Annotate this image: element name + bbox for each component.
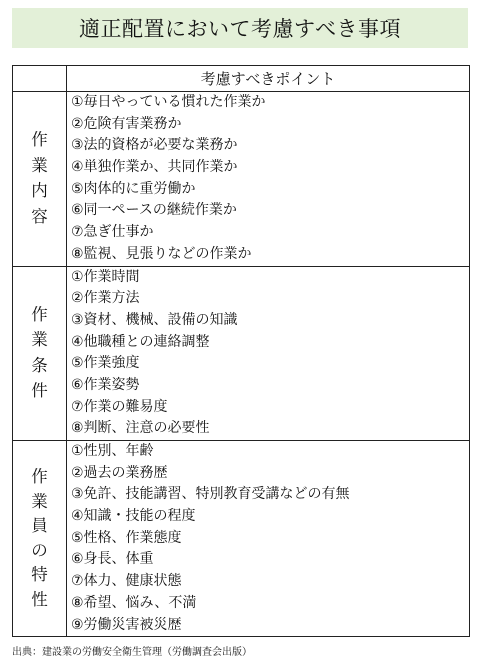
list-item: ①作業時間 <box>71 268 140 285</box>
list-item: ①性別、年齢 <box>71 443 154 459</box>
category-char: 内 <box>31 181 48 201</box>
category-cell <box>13 266 67 441</box>
list-item: ②作業方法 <box>71 290 140 307</box>
list-item: ④知識・技能の程度 <box>71 508 196 525</box>
list-item: ⑥同一ペースの継続作業か <box>71 202 237 219</box>
list-item: ⑧監視、見張りなどの作業か <box>71 245 252 262</box>
list-item: ⑤肉体的に重労働か <box>71 180 196 197</box>
list-item: ⑦作業の難易度 <box>71 398 168 415</box>
page-title-band <box>12 8 468 48</box>
category-char: 作 <box>31 304 48 324</box>
source-citation: 出典：建設業の労働安全衛生管理（労働調査会出版） <box>12 647 252 658</box>
item-list <box>67 441 470 637</box>
category-char: 性 <box>31 589 48 609</box>
category-char: 作 <box>31 130 48 150</box>
category-char: 業 <box>31 155 48 175</box>
list-item: ⑤性格、作業態度 <box>71 529 182 546</box>
category-char: の <box>31 540 48 560</box>
section-work-conditions <box>13 266 470 441</box>
list-item: ⑤作業強度 <box>71 355 140 372</box>
list-item: ③資材、機械、設備の知識 <box>71 311 238 328</box>
list-item: ①毎日やっている慣れた作業か <box>71 94 266 110</box>
list-item: ⑥作業姿勢 <box>71 376 140 393</box>
list-item: ⑦体力、健康状態 <box>71 573 182 590</box>
list-item: ③法的資格が必要な業務か <box>71 137 238 154</box>
category-char: 件 <box>31 381 48 401</box>
list-item: ⑧判断、注意の必要性 <box>71 420 210 437</box>
considerations-table <box>12 65 470 637</box>
category-char: 業 <box>31 330 48 350</box>
list-item: ②過去の業務歴 <box>71 464 168 481</box>
item-list <box>67 266 470 441</box>
header-points-label: 考慮すべきポイント <box>67 66 470 92</box>
item-list <box>67 92 470 267</box>
category-char: 員 <box>31 516 48 536</box>
category-char: 容 <box>31 206 48 226</box>
list-item: ⑧希望、悩み、不満 <box>71 594 197 611</box>
header-category-cell <box>13 66 67 92</box>
list-item: ⑨労働災害被災歴 <box>71 616 182 633</box>
category-cell <box>13 441 67 637</box>
list-item: ③免許、技能講習、特別教育受講などの有無 <box>71 486 350 503</box>
list-item: ⑦急ぎ仕事か <box>71 224 154 241</box>
section-work-content <box>13 92 470 267</box>
category-char: 業 <box>31 491 48 511</box>
category-char: 作 <box>31 467 48 487</box>
category-char: 条 <box>31 355 48 375</box>
page-title: 適正配置において考慮すべき事項 <box>78 17 402 41</box>
list-item: ④他職種との連絡調整 <box>71 333 210 350</box>
section-worker-traits <box>13 441 470 637</box>
category-cell <box>13 92 67 267</box>
list-item: ④単独作業か、共同作業か <box>71 159 238 176</box>
list-item: ②危険有害業務か <box>71 115 182 132</box>
list-item: ⑥身長、体重 <box>71 551 154 568</box>
category-char: 特 <box>31 565 48 585</box>
table-header-row <box>13 66 470 92</box>
